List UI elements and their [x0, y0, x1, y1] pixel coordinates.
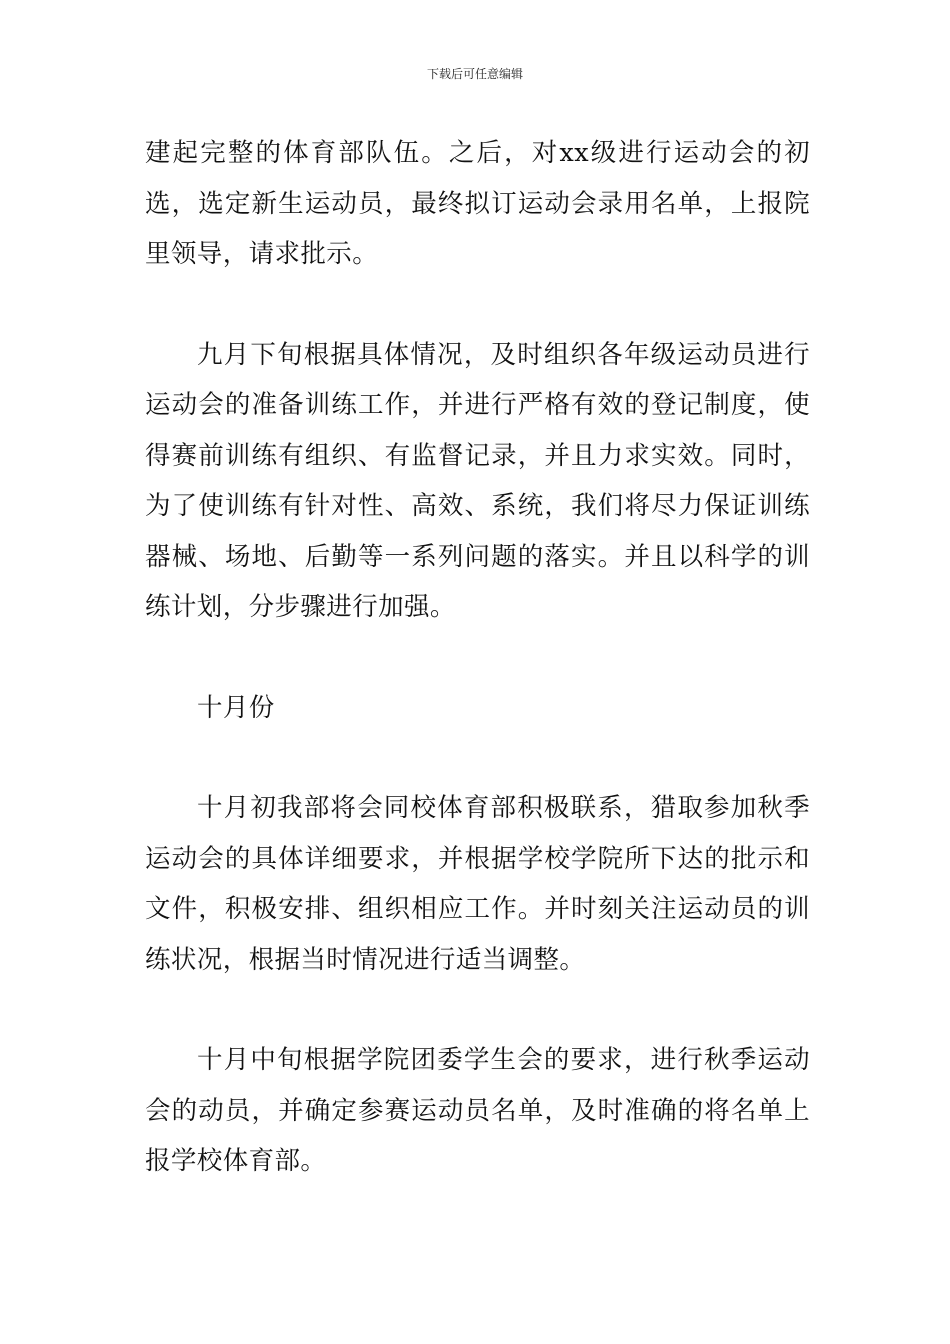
page-header: 下载后可任意编辑 — [426, 67, 523, 81]
paragraph-september-late: 九月下旬根据具体情况，及时组织各年级运动员进行运动会的准备训练工作，并进行严格有效的登记制度，使得赛前训练有组织、有监督记录，并且力求实效。同时，为了使训练有针对性、高效、系统，我们将尽力保证训练器械、场地、后勤等一系列问题的落实。并且以科学的训练计划，分步骤进行加强。 — [145, 339, 810, 622]
paragraph-october-early: 十月初我部将会同校体育部积极联系，猎取参加秋季运动会的具体详细要求，并根据学校学院所下达的批示和文件，积极安排、组织相应工作。并时刻关注运动员的训练状况，根据当时情况进行适当调整。 — [145, 793, 810, 975]
paragraph-spacer — [145, 280, 810, 330]
paragraph-spacer — [145, 985, 810, 1035]
paragraph-october-mid: 十月中旬根据学院团委学生会的要求，进行秋季运动会的动员，并确定参赛运动员名单，及时准确的将名单上报学校体育部。 — [145, 1045, 810, 1176]
document-body — [145, 128, 810, 1187]
section-heading-october: 十月份 — [197, 692, 275, 723]
paragraph-spacer — [145, 733, 810, 783]
paragraph-spacer — [145, 633, 810, 683]
paragraph-continuation: 建起完整的体育部队伍。之后，对xx级进行运动会的初选，选定新生运动员，最终拟订运动会录用名单，上报院里领导，请求批示。 — [145, 138, 810, 269]
